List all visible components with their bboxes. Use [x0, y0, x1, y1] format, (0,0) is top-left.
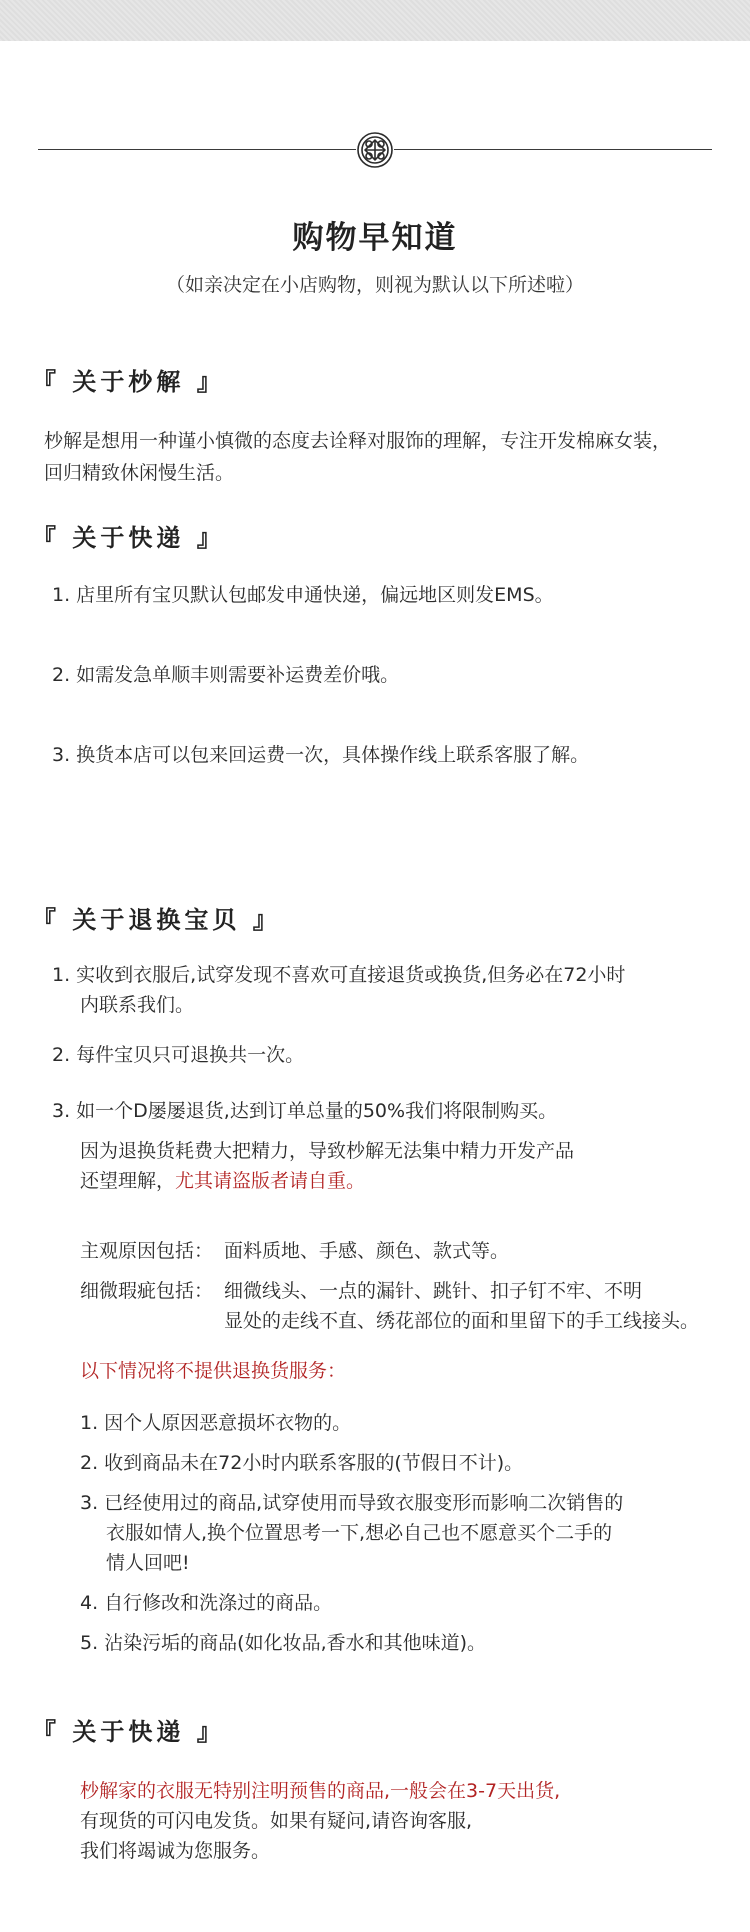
flaw-text-line: 细微线头、一点的漏针、跳针、扣子钉不牢、不明 — [224, 1280, 643, 1302]
section-heading-about-brand: 『 关于杪解 』 — [32, 367, 225, 396]
flaw-text-line: 显处的走线不直、绣花部位的面和里留下的手工线接头。 — [224, 1310, 700, 1332]
returns-note-warning: 尤其请盗版者请自重。 — [175, 1170, 366, 1192]
section-heading-about-returns: 『 关于退换宝贝 』 — [32, 905, 281, 934]
dispatch-text-line: 有现货的可闪电发货。如果有疑问,请咨询客服, — [80, 1810, 473, 1832]
shipping-item-2: 2. 如需发急单顺丰则需要补运费差价哦。 — [52, 664, 400, 686]
no-service-item-3-cont: 衣服如情人,换个位置思考一下,想必自己也不愿意买个二手的 — [106, 1522, 613, 1544]
returns-item-1: 1. 实收到衣服后,试穿发现不喜欢可直接退货或换货,但务必在72小时 — [52, 964, 626, 986]
returns-item-2: 2. 每件宝贝只可退换共一次。 — [52, 1044, 305, 1066]
brand-text-line: 杪解是想用一种谨小慎微的态度去诠释对服饰的理解，专注开发棉麻女装， — [44, 430, 672, 452]
returns-item-3: 3. 如一个D屡屡退货,达到订单总量的50%我们将限制购买。 — [52, 1100, 558, 1122]
no-service-item-3-cont: 情人回吧! — [106, 1552, 190, 1574]
brand-text-line: 回归精致休闲慢生活。 — [44, 462, 235, 484]
header-divider-right — [394, 149, 712, 150]
shipping-item-3: 3. 换货本店可以包来回运费一次，具体操作线上联系客服了解。 — [52, 744, 590, 766]
returns-item-1-cont: 内联系我们。 — [80, 994, 195, 1016]
no-service-item-3: 3. 已经使用过的商品,试穿使用而导致衣服变形而影响二次销售的 — [80, 1492, 624, 1514]
dispatch-time-note: 杪解家的衣服无特别注明预售的商品,一般会在3-7天出货, — [80, 1780, 561, 1802]
flaw-label: 细微瑕疵包括： — [80, 1280, 214, 1302]
returns-note-line-1: 因为退换货耗费大把精力，导致杪解无法集中精力开发产品 — [80, 1140, 575, 1162]
shipping-item-1: 1. 店里所有宝贝默认包邮发申通快递，偏远地区则发EMS。 — [52, 584, 554, 606]
page-title: 购物早知道 — [292, 220, 458, 256]
section-heading-about-shipping: 『 关于快递 』 — [32, 523, 225, 552]
no-service-item-5: 5. 沾染污垢的商品(如化妆品,香水和其他味道)。 — [80, 1632, 487, 1654]
subjective-label: 主观原因包括： — [80, 1240, 214, 1262]
dispatch-text-line: 我们将竭诚为您服务。 — [80, 1840, 271, 1862]
no-service-heading: 以下情况将不提供退换货服务： — [80, 1360, 347, 1382]
no-service-item-1: 1. 因个人原因恶意损坏衣物的。 — [80, 1412, 352, 1434]
no-service-item-2: 2. 收到商品未在72小时内联系客服的(节假日不计)。 — [80, 1452, 524, 1474]
no-service-item-4: 4. 自行修改和洗涤过的商品。 — [80, 1592, 333, 1614]
page-subtitle: （如亲决定在小店购物，则视为默认以下所述啦） — [165, 274, 584, 296]
returns-note-line-2: 还望理解，尤其请盗版者请自重。 — [80, 1170, 366, 1192]
header-divider-left — [38, 149, 356, 150]
lattice-knot-ornament-icon — [354, 130, 396, 170]
top-texture-band — [0, 0, 750, 41]
subjective-text: 面料质地、手感、颜色、款式等。 — [224, 1240, 510, 1262]
section-heading-about-shipping-2: 『 关于快递 』 — [32, 1717, 225, 1746]
